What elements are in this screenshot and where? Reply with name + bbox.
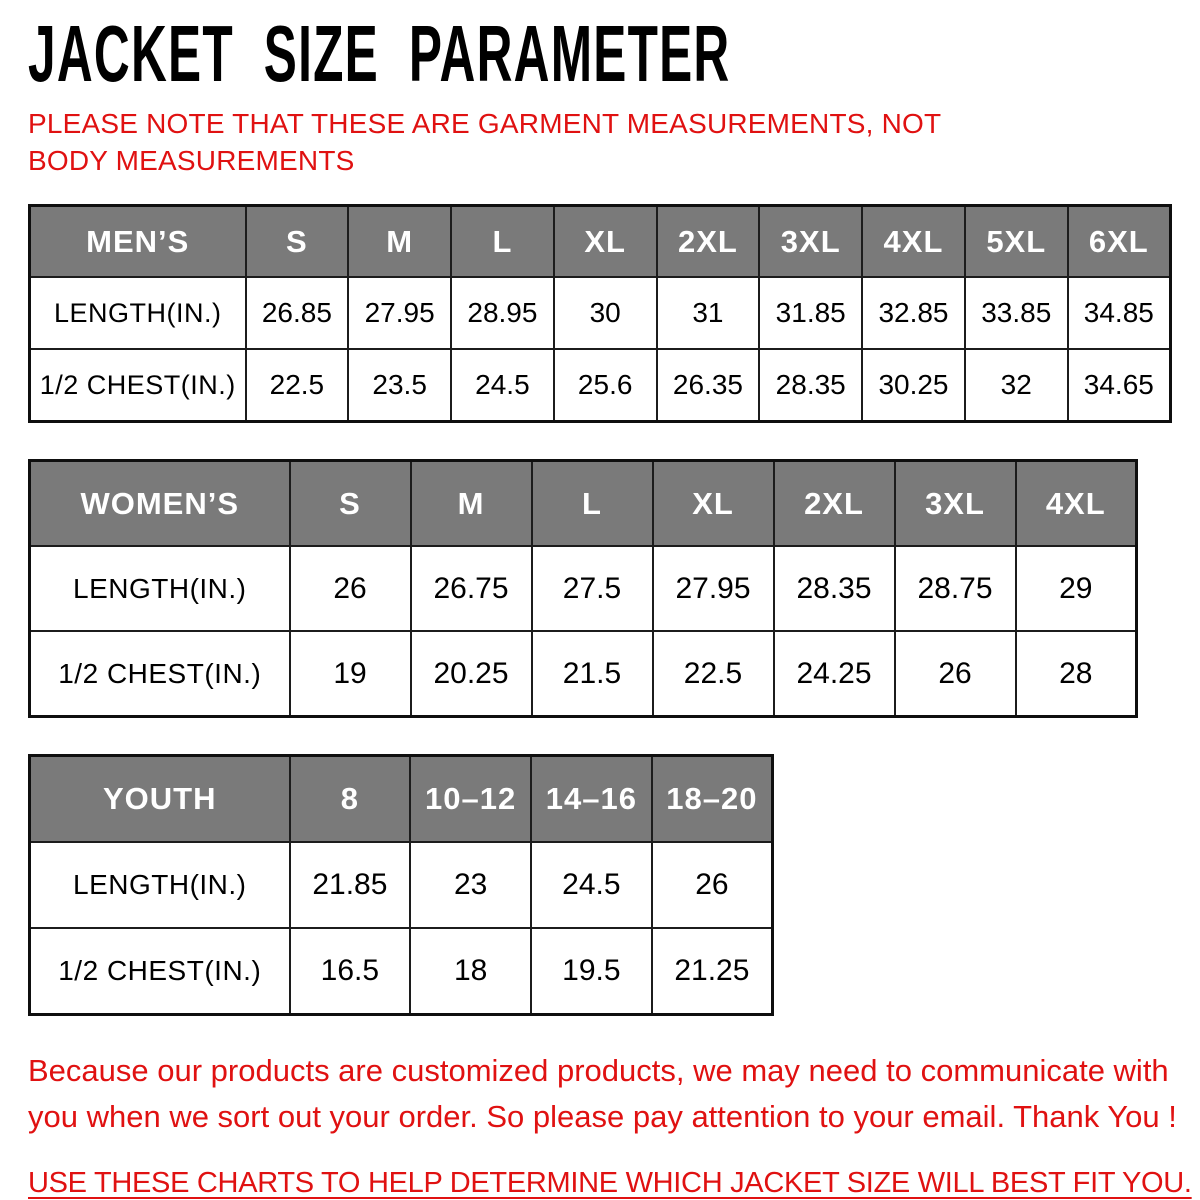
measurement-value: 18 [410,928,531,1014]
measurement-value: 28.35 [759,349,862,421]
row-label: LENGTH(IN.) [30,842,290,928]
measurement-value: 19 [290,631,411,716]
size-column-header: 2XL [657,205,760,277]
size-column-header: 6XL [1068,205,1171,277]
size-column-header: 3XL [895,460,1016,546]
measurement-value: 33.85 [965,277,1068,349]
youth-table-title: YOUTH [30,755,290,842]
womens-size-table [28,459,1138,718]
measurement-value: 27.5 [532,546,653,631]
measurement-value: 30.25 [862,349,965,421]
measurement-value: 26.35 [657,349,760,421]
measurement-value: 25.6 [554,349,657,421]
measurement-value: 16.5 [290,928,411,1014]
row-label: LENGTH(IN.) [30,546,290,631]
measurement-value: 26 [895,631,1016,716]
size-column-header: XL [554,205,657,277]
table-row [30,546,1137,631]
measurement-value: 27.95 [653,546,774,631]
size-column-header: 4XL [862,205,965,277]
womens-header-row [30,460,1137,546]
measurement-value: 30 [554,277,657,349]
size-column-header: 8 [290,755,411,842]
measurement-value: 22.5 [246,349,349,421]
size-column-header: 4XL [1016,460,1137,546]
measurement-value: 28 [1016,631,1137,716]
measurement-value: 21.25 [652,928,773,1014]
measurement-value: 19.5 [531,928,652,1014]
measurement-value: 28.75 [895,546,1016,631]
custom-order-note: Because our products are customized products, we may need to communicate with you when we sort out your order. So please pay attention to your email. Thank You ! [28,1052,1177,1135]
measurement-value: 21.5 [532,631,653,716]
measurement-value: 22.5 [653,631,774,716]
measurement-value: 26.85 [246,277,349,349]
table-row [30,631,1137,716]
measurement-value: 23.5 [348,349,451,421]
mens-header-row [30,205,1171,277]
row-label: 1/2 CHEST(IN.) [30,928,290,1014]
measurement-value: 24.25 [774,631,895,716]
size-column-header: S [290,460,411,546]
page-title: JACKET SIZE PARAMETER [28,9,731,98]
size-column-header: 3XL [759,205,862,277]
measurement-value: 34.85 [1068,277,1171,349]
table-row [30,842,773,928]
measurement-value: 24.5 [451,349,554,421]
measurement-value: 26.75 [411,546,532,631]
fit-instruction: USE THESE CHARTS TO HELP DETERMINE WHICH JACKET SIZE WILL BEST FIT YOU. [28,1166,1192,1199]
size-column-header: 14–16 [531,755,652,842]
measurement-value: 27.95 [348,277,451,349]
size-column-header: XL [653,460,774,546]
mens-size-table [28,204,1172,423]
size-column-header: 10–12 [410,755,531,842]
measurement-value: 28.35 [774,546,895,631]
measurement-value: 21.85 [290,842,411,928]
measurement-value: 20.25 [411,631,532,716]
row-label: 1/2 CHEST(IN.) [30,631,290,716]
size-column-header: S [246,205,349,277]
table-row [30,928,773,1014]
size-column-header: L [532,460,653,546]
measurement-value: 24.5 [531,842,652,928]
size-column-header: M [348,205,451,277]
measurement-value: 31.85 [759,277,862,349]
measurement-value: 34.65 [1068,349,1171,421]
size-column-header: L [451,205,554,277]
measurement-value: 29 [1016,546,1137,631]
measurement-value: 26 [290,546,411,631]
measurement-value: 26 [652,842,773,928]
youth-header-row [30,755,773,842]
measurement-value: 31 [657,277,760,349]
womens-table-title: WOMEN’S [30,460,290,546]
table-row [30,349,1171,421]
garment-measurement-note: PLEASE NOTE THAT THESE ARE GARMENT MEASUREMENTS, NOT BODY MEASUREMENTS [28,108,941,176]
size-column-header: 18–20 [652,755,773,842]
table-row [30,277,1171,349]
measurement-value: 23 [410,842,531,928]
measurement-value: 28.95 [451,277,554,349]
measurement-value: 32 [965,349,1068,421]
mens-table-title: MEN’S [30,205,246,277]
row-label: 1/2 CHEST(IN.) [30,349,246,421]
measurement-value: 32.85 [862,277,965,349]
youth-size-table [28,754,774,1016]
size-column-header: M [411,460,532,546]
size-column-header: 5XL [965,205,1068,277]
row-label: LENGTH(IN.) [30,277,246,349]
size-column-header: 2XL [774,460,895,546]
